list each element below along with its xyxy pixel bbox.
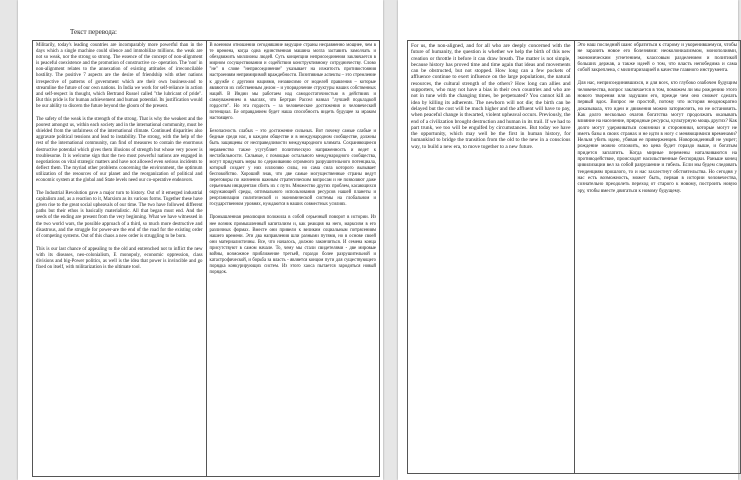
document-page-2 (398, 0, 738, 480)
source-text-cell[interactable] (33, 41, 207, 477)
table-row (33, 41, 380, 477)
document-page-1 (18, 0, 383, 480)
translation-table (407, 40, 741, 474)
document-heading: Текст перевода: (70, 28, 117, 36)
paragraph: Безопасность слабых – это достижение сильных. Вот почему самые слабые и бедные среди нас, в каждом обществе и в международном сообществе, должны быть защищены от несправедливости международного климата. Сохраняющиеся неравенство также усугубляет политическую напряженность и ведет к нестабильности. Сильные, с помощью остального международного сообщества, могут придумать меры по сдерживанию огромного разрушительного потенциала, который создает у них иллюзию силы, но сама сила которого вызывает беспокойство. Хороший знак, что две самые могущественные страны ведут переговоры по жизненно важным стратегическим вопросам и не позволяют даже серьезным инцидентам сбить их с пути. Множество других проблем, касающихся окружающей среды, оптимального использования ресурсов нашей планеты и реорганизации политической и экономической системы на глобальном и государственном уровнях, нуждаются в наших совместных усилиях. (209, 129, 376, 208)
paragraph: В военном отношении сегодняшние ведущие страны несравненно мощнее, чем в те времена, когда одна единственная машина могла заставить замолчать и обездвижить миллионы людей. Суть концепции неприсоединения заключается в мирном сосуществовании и содействии конструктивному сотрудничеству. Слово "не" в слове "неприсоединение" указывает на изжитость противостояния настроениям непримиримой враждебности. Позитивные аспекты – это стремление к дружбе с другими нациями, независимо от моделей правления – которые являются их собственным делом – и упорядочение структуры наших собственных наций. В Индии мы работаем над самодостаточностью в действиях и самоуважением в мыслях, что Бертран Рассел назвал "лучшей подкладкой гордости". Но эта гордость – за человеческие достижения и человеческий потенциал. Ее оправданием будет наша способность видеть будущее за мраком настоящего. (209, 43, 376, 122)
translation-text-cell[interactable] (206, 41, 380, 477)
translation-text-cell[interactable] (574, 41, 741, 474)
paragraph: This is our last chance of appealing to the old and entrenched not to inflict the new with its diseases, neo-colonialism, E monopoly, economic oppression, class divisions and big-Power politics, as well is the idea that power is invincible and go fixed on itself, with militarization is the ultimate tool. (36, 246, 203, 271)
paragraph: Для нас, неприсоединившихся, и для всех, кто глубоко озабочен будущим человечества, вопрос заключается в том, поможем ли мы рождению этого нового творения или задушим его, прежде чем оно сможет сделать первый вдох. Вопрос не простой, потому что история неоднократно доказывала, что идеи и движения можно затормозить, но не остановить. Как долго несколько очагов богатства могут продолжать оказывать влияние на население, природные ресурсы, культурную мощь других? Как долго могут удерживаться союзники и сторонники, которые могут не иметь базы в своих странах и не идти в ногу с меняющимися временами? Нельзя убить идею, убивая ее приверженцев. Новорожденный не умрет; рождение можно отложить, но цена будет гораздо выше, и богатым придется заплатить. Когда мирные перемены наталкиваются на противодействие, происходят насильственные беспорядки. Раньше конец цивилизации вел за собой разрушение и гибель. Если мы будем следовать тенденциям прошлого, то и нас захлестнут обстоятельства. Но сегодня у нас есть возможность, может быть, первая в истории человечества, сознательно преодолеть переход от старого к новому, построить новую эру, чтобы вместе двигаться к новому будущему. (577, 81, 737, 194)
paragraph: The Industrial Revolution gave a major turn to history. Out of it emerged industrial capitalism and, as a reaction to it, Marxism as its various forms. Together these have given rise to the great social upheavals of our time. The two have followed different paths but their ethos is basically materialistic. All that began must end. And the seeds of the ending are present from the very beginning. What we have witnessed in the two world wars, the possible approach of a third, so much more destructive and disastrous, and the struggle for power-are the end of the road for the existing order of competing systems. Out of this chaos a new order is struggling to be born. (36, 191, 203, 239)
translation-table (32, 40, 380, 477)
paragraph: Это наш последний шанс обратиться к старому и укоренившемуся, чтобы не заразить новое его болезнями: неоколониализмом, монополиями, экономическим угнетением, классовым разделением и политикой больших держав, а также идеей о том, что власть непобедима и сама собой закреплена, с милитаризацией в качестве главного инструмента. (577, 43, 737, 74)
paragraph: The safety of the weak is the strength of the strong. That is why the weakest and the poorest amongst us, within each society and in the international community, must be shielded from the unfairness of the international climate. Continued disparities also aggravate political tensions and lead to instability. The strong, with the help of the rest of the international community, can find of measures to contain the enormous destructive potential which gives them illusions of strength but whose very power is troublesome. It is welcome sign that the two most powerful nations are engaged in negotiations on vital strategic matters and have not allowed even serious incidents to deflect them. The myriad other problems concerning the environment, the optimum utilization of the resources of our planet and the reorganization of political and economic system at the global and State levels need our co-operative endeavors. (36, 117, 203, 183)
paragraph: For us, the non-aligned, and for all who are deeply concerned with the future of humanity, the question is whether we help the birth of this new creation or throttle it before it can draw breath. The matter is not simple, because history has proved time and time again that ideas and movements can be obstructed, but not stopped. How long can a few pockets of affluence continue to exert influence on the large populations, the natural resources, the cultural strength of the others? How long can allies and supporters, who may not have a bias in their own countries and who are not in tune with the changing times, be perpetuated? You cannot kill an idea by killing its adherents. The newborn will not die; the birth can be delayed but the cost will be much higher and the affluent will have to pay, when peaceful change is thwarted, violent upheaval occurs. Previously, the end of a civilization brought destruction and human in its trail. If we had to part trunk, we too will be engulfed by circumstances. But today we have the opportunity, which may well be the first in human history, for humankind to bridge the transition from the old to the new in a conscious way, to build a new era, to move together to a new future. (411, 43, 571, 150)
source-text-cell[interactable] (408, 41, 575, 474)
table-row (408, 41, 741, 474)
paragraph: Промышленная революция положила в собой серьезный поворот в истории. Из нее возник промышленный капитализм и, как реакция на него, марксизм в его различных формах. Вместе они привели к великим социальным потрясениям нашего времени. Эти два направления шли разными путями, но в основе своей они материалистичны. Все, что началось, должно закончиться. И семена конца присутствуют в самом начале. То, чему мы стали свидетелями - две мировые войны, возможное приближение третьей, гораздо более разрушительной и катастрофической, и борьба за власть - является концом пути для существующего порядка конкурирующих систем. Из этого хаоса пытается зародиться новый порядок. (209, 215, 376, 276)
paragraph: Militarily, today's leading countries are incomparably more powerful than in the days which a single machine could silence and immobilize millions. the weak are not so weak, nor the strong so strong. The essence of the concept of non-alignment is peaceful coexistence and the promotion of constructive co- operation. The 'non' in non-alignment relates to the annexation of existing attitudes of irreconcilable hostility. The positive 7 aspects are the desire of friendship with other nations irrespective of patterns of government which are their own business-and to streamline the future of our own nations. In India we work for self-reliance in action and self-respect in thought, which Bertrand Russel called "the lubricant of pride". But this pride is for human achievement and human potential. Its justification would be our ability to discern the future beyond the gloom of the present. (36, 43, 203, 109)
